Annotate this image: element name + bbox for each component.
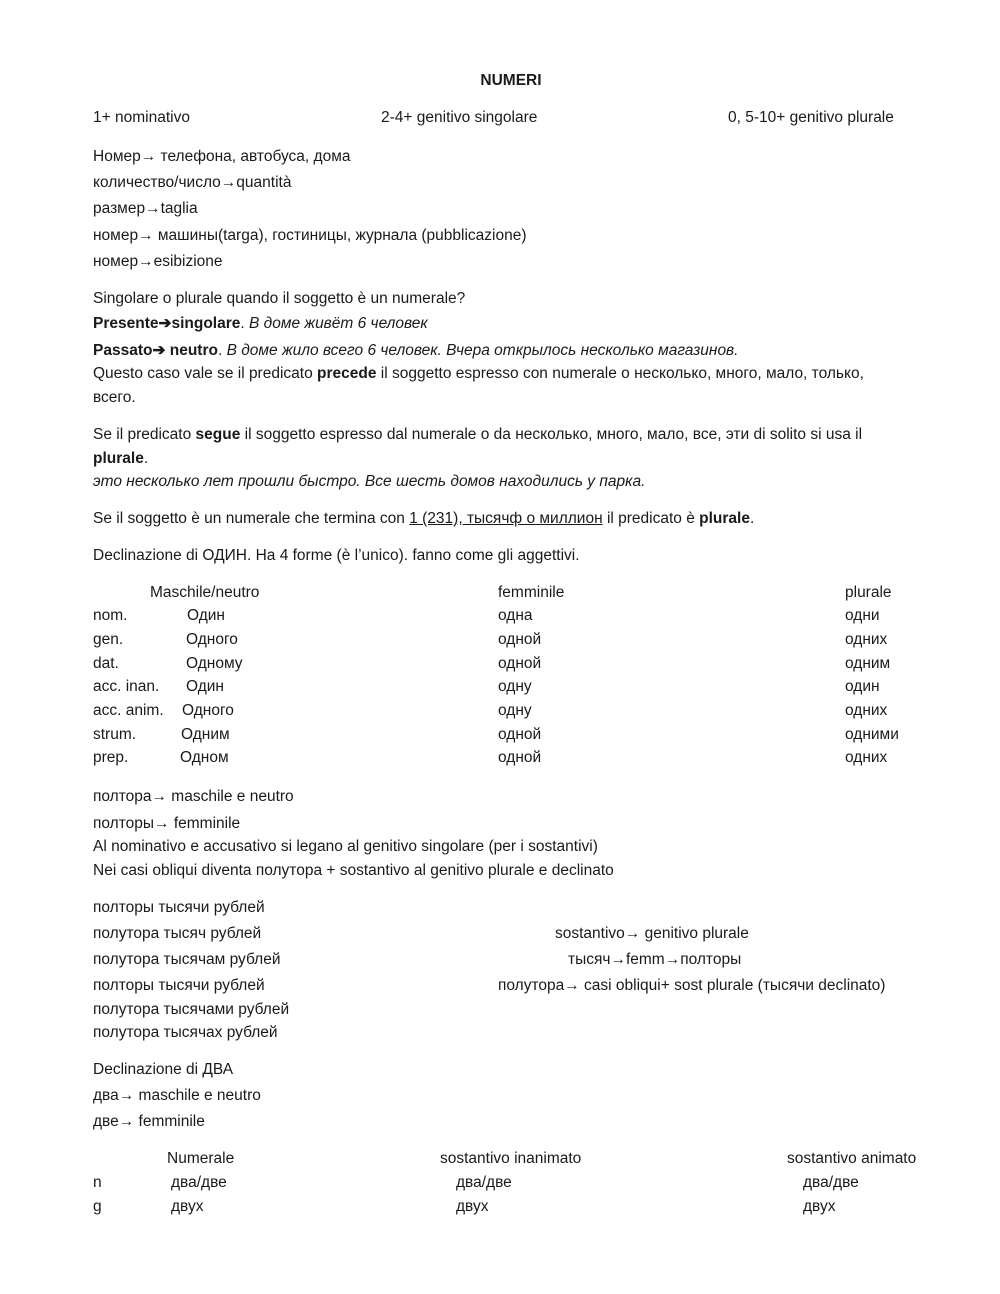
- odin-masc-form: Одним: [181, 726, 230, 743]
- vocab-line: размер→taglia: [93, 200, 198, 217]
- passato-label: Passato➔ neutro: [93, 342, 218, 359]
- odin-plur-form: одних: [845, 702, 888, 719]
- dva-animato-form: два/две: [803, 1174, 859, 1191]
- presente-dot: .: [240, 315, 250, 332]
- presente-line: [93, 315, 428, 333]
- precede-text-2: il soggetto espresso con numerale o несколько, много, мало, только,: [376, 365, 864, 382]
- segue-plural-bold: plurale: [93, 450, 144, 467]
- odin-plur-form: одних: [845, 631, 888, 648]
- odin-intro: Declinazione di ОДИН. Ha 4 forme (è l’unico). fanno come gli aggettivi.: [93, 547, 580, 564]
- odin-masc-form: Один: [186, 678, 224, 695]
- odin-fem-form: одну: [498, 678, 532, 695]
- segue-plural-dot: .: [143, 450, 149, 467]
- passato-example: В доме жило всего 6 человек. Вчера открылось несколько магазинов.: [226, 342, 739, 359]
- odin-plur-form: одними: [845, 726, 899, 743]
- odin-masc-form: Одного: [182, 702, 234, 719]
- dva-animato-form: двух: [803, 1198, 836, 1215]
- termina-underlined: 1 (231), тысячф о миллион: [409, 510, 603, 527]
- poltora-line: полтора→ maschile e neutro: [93, 788, 294, 805]
- vocab-line: Номер→ телефона, автобуса, дома: [93, 148, 351, 165]
- odin-case-label: prep.: [93, 749, 129, 766]
- odin-header-masc: Maschile/neutro: [150, 584, 260, 601]
- dva-case-label: g: [93, 1198, 102, 1215]
- vocab-line: номер→ машины(targa), гостиницы, журнала (pubblicazione): [93, 227, 527, 244]
- odin-header-fem: femminile: [498, 584, 565, 601]
- vocab-line: номер→esibizione: [93, 253, 223, 270]
- poltora-note: полутора→ casi obliqui+ sost plurale (тысячи declinato): [498, 977, 886, 994]
- odin-case-label: acc. anim.: [93, 702, 164, 719]
- segue-text-2: il soggetto espresso dal numerale o da несколько, много, мало, все, эти di solito si usa il: [240, 426, 863, 443]
- odin-plur-form: одних: [845, 749, 888, 766]
- termina-bold: plurale: [699, 510, 750, 527]
- passato-line: [93, 342, 738, 360]
- odin-fem-form: одной: [498, 631, 542, 648]
- dva-header-numerale: Numerale: [167, 1150, 235, 1167]
- odin-plur-form: одни: [845, 607, 880, 624]
- poltora-example: полутора тысячах рублей: [93, 1024, 278, 1041]
- precede-line-2: всего.: [93, 389, 136, 406]
- dva-line: две→ femminile: [93, 1113, 205, 1130]
- segue-plural-line: [93, 450, 148, 468]
- presente-label: Presente➔singolare: [93, 315, 241, 332]
- dva-intro: Declinazione di ДВА: [93, 1061, 234, 1078]
- rule-nominativo: 1+ nominativo: [93, 109, 190, 126]
- segue-text-1: Se il predicato: [93, 426, 196, 443]
- agreement-question: Singolare o plurale quando il soggetto è un numerale?: [93, 290, 466, 307]
- odin-case-label: nom.: [93, 607, 128, 624]
- termina-text-2: il predicato è: [602, 510, 700, 527]
- odin-fem-form: одной: [498, 726, 542, 743]
- poltora-example: полутора тысячами рублей: [93, 1001, 290, 1018]
- passato-dot: .: [217, 342, 227, 359]
- poltora-line: Al nominativo e accusativo si legano al genitivo singolare (per i sostantivi): [93, 838, 598, 855]
- poltora-note: тысяч→femm→полторы: [568, 951, 742, 968]
- rule-genitivo-singolare: 2-4+ genitivo singolare: [381, 109, 538, 126]
- poltora-line: полторы→ femminile: [93, 815, 241, 832]
- dva-numerale-form: двух: [171, 1198, 204, 1215]
- poltora-example: полторы тысячи рублей: [93, 899, 265, 916]
- precede-line: [93, 365, 864, 383]
- odin-plur-form: одним: [845, 655, 891, 672]
- precede-bold: precede: [317, 365, 377, 382]
- precede-text-1: Questo caso vale se il predicato: [93, 365, 318, 382]
- dva-header-animato: sostantivo animato: [787, 1150, 917, 1167]
- segue-line: [93, 426, 862, 444]
- poltora-example: полутора тысячам рублей: [93, 951, 281, 968]
- rule-genitivo-plurale: 0, 5-10+ genitivo plurale: [728, 109, 894, 126]
- poltora-example: полторы тысячи рублей: [93, 977, 265, 994]
- odin-case-label: strum.: [93, 726, 137, 743]
- poltora-line: Nei casi obliqui diventa полутора + sostantivo al genitivo plurale e declinato: [93, 862, 614, 879]
- odin-masc-form: Одного: [186, 631, 238, 648]
- segue-bold: segue: [195, 426, 241, 443]
- termina-line: [93, 510, 754, 528]
- odin-header-plur: plurale: [845, 584, 892, 601]
- odin-masc-form: Один: [187, 607, 225, 624]
- vocab-line: количество/число→quantità: [93, 174, 292, 191]
- dva-inanimato-form: двух: [456, 1198, 489, 1215]
- segue-example: это несколько лет прошли быстро. Все шесть домов находились у парка.: [93, 473, 646, 490]
- poltora-note: sostantivo→ genitivo plurale: [555, 925, 749, 942]
- odin-case-label: gen.: [93, 631, 124, 648]
- termina-dot: .: [749, 510, 755, 527]
- presente-example: В доме живёт 6 человек: [249, 315, 428, 332]
- dva-line: два→ maschile e neutro: [93, 1087, 261, 1104]
- odin-fem-form: одна: [498, 607, 533, 624]
- odin-fem-form: одной: [498, 749, 542, 766]
- odin-masc-form: Одному: [186, 655, 243, 672]
- odin-case-label: acc. inan.: [93, 678, 160, 695]
- odin-fem-form: одной: [498, 655, 542, 672]
- dva-numerale-form: два/две: [171, 1174, 227, 1191]
- odin-case-label: dat.: [93, 655, 119, 672]
- odin-plur-form: один: [845, 678, 880, 695]
- odin-fem-form: одну: [498, 702, 532, 719]
- page-title: NUMERI: [480, 72, 542, 89]
- dva-header-inanimato: sostantivo inanimato: [440, 1150, 582, 1167]
- termina-text-1: Se il soggetto è un numerale che termina con: [93, 510, 410, 527]
- dva-inanimato-form: два/две: [456, 1174, 512, 1191]
- poltora-example: полутора тысяч рублей: [93, 925, 262, 942]
- dva-case-label: n: [93, 1174, 102, 1191]
- odin-masc-form: Одном: [180, 749, 229, 766]
